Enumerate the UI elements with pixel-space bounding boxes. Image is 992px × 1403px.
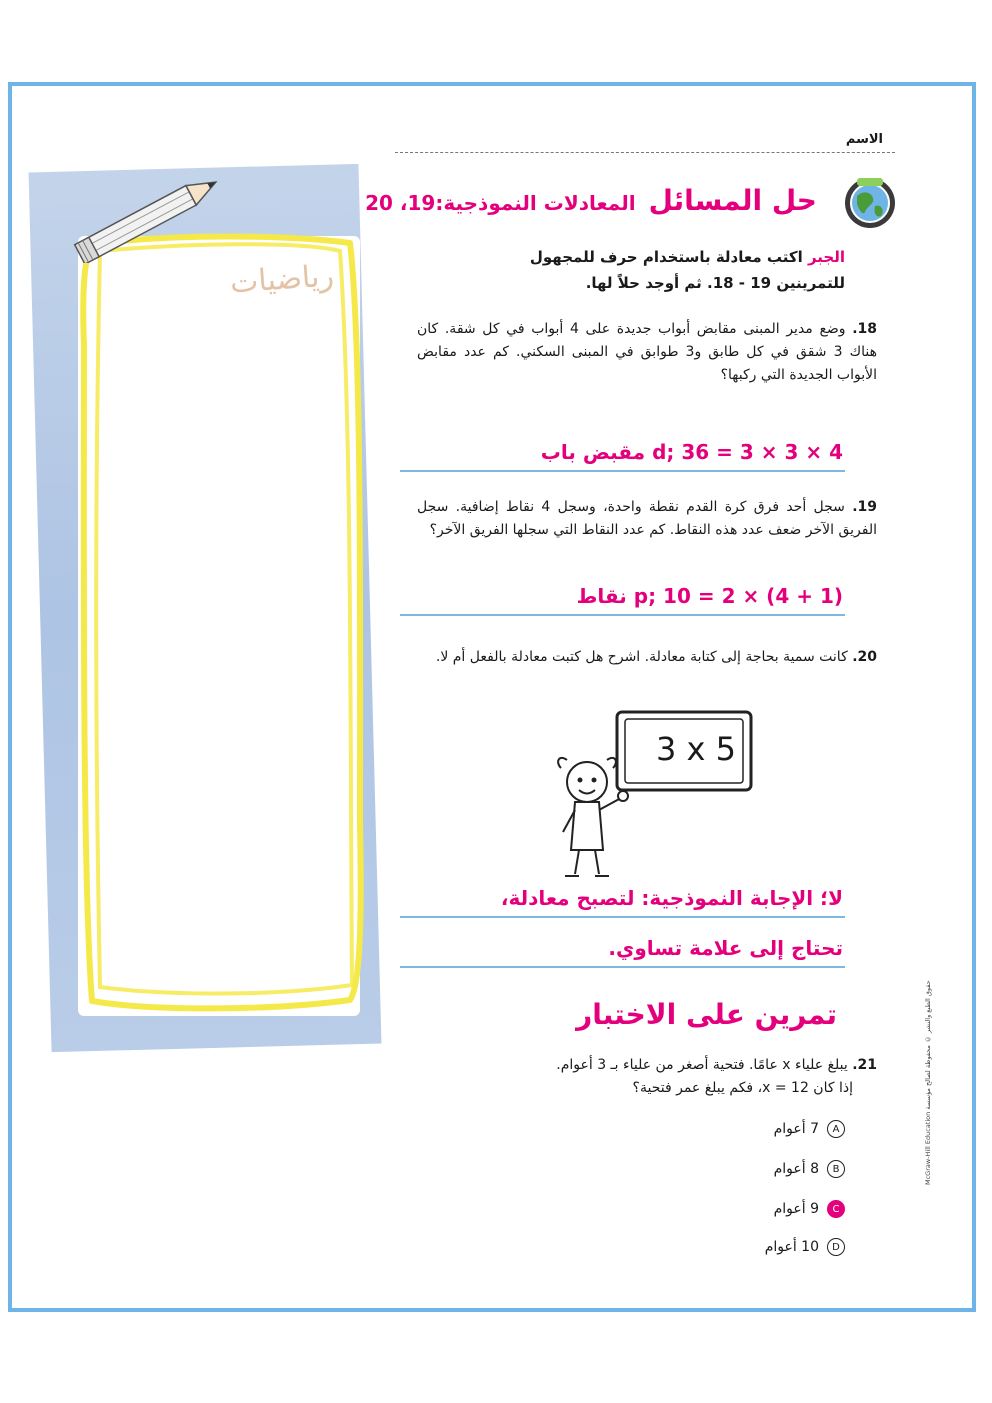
problem-20 xyxy=(417,646,877,669)
title-sub: المعادلات النموذجية:19، 20 xyxy=(365,191,636,215)
problem-text: سجل أحد فرق كرة القدم نقطة واحدة، وسجل 4 نقاط إضافية. سجل الفريق الآخر ضعف عدد هذه النقاط. كم عدد النقاط التي سجلها الفريق الآخر؟ xyxy=(417,499,877,538)
name-field[interactable] xyxy=(395,130,895,153)
test-practice-title: تمرين على الاختبار xyxy=(576,998,837,1031)
algebra-keyword: الجبر xyxy=(807,248,845,266)
name-label: الاسم xyxy=(845,132,883,147)
answer-19: (1 + 4) × 2 = p; 10 نقاط xyxy=(576,584,843,608)
title-main: حل المسائل xyxy=(648,184,817,217)
choice-text: 9 أعوام xyxy=(773,1201,819,1217)
highlighter-frame xyxy=(70,225,370,1025)
choice-b[interactable] xyxy=(774,1160,845,1178)
problem-text: وضع مدير المبنى مقابض أبواب جديدة على 4 أبواب في كل شقة. كان هناك 3 شقق في كل طابق و3 طوابق في المبنى السكني. كم عدد مقابض الأبواب الجديدة التي ركبها؟ xyxy=(417,321,877,383)
algebra-instructions xyxy=(405,244,845,296)
choice-bubble[interactable]: A xyxy=(827,1120,845,1138)
answer-20-line-1: لا؛ الإجابة النموذجية: لتصبح معادلة، xyxy=(500,886,843,910)
copyright-text: حقوق الطبع والنشر © محفوظة لصالح مؤسسة McGraw-Hill Education xyxy=(924,980,932,1185)
problem-19 xyxy=(417,496,877,542)
problem-number: 18. xyxy=(852,321,878,337)
choice-a[interactable] xyxy=(774,1120,845,1138)
choice-text: 8 أعوام xyxy=(773,1161,819,1177)
problem-number: 20. xyxy=(852,649,877,665)
problem-number: 21. xyxy=(852,1057,877,1073)
globe-icon xyxy=(843,176,897,230)
choice-bubble[interactable]: B xyxy=(827,1160,845,1178)
question-line-1: يبلغ علياء x عامًا. فتحية أصغر من علياء بـ 3 أعوام. xyxy=(556,1057,848,1073)
side-stamp: رياضيات xyxy=(228,258,335,301)
intro-line-1: اكتب معادلة باستخدام حرف للمجهول xyxy=(529,248,803,266)
problem-18 xyxy=(417,318,877,387)
choice-text: 10 أعوام xyxy=(764,1239,819,1255)
answer-20-line-2: تحتاج إلى علامة تساوي. xyxy=(608,936,843,960)
answer-18: 4 × 3 × 3 = d; 36 مقبض باب xyxy=(540,440,843,464)
choice-c[interactable] xyxy=(774,1200,845,1218)
answer-line-19 xyxy=(400,614,845,616)
choice-bubble-selected[interactable]: C xyxy=(827,1200,845,1218)
problem-21 xyxy=(417,1054,877,1100)
question-line-2: إذا كان 12 = x، فكم يبلغ عمر فتحية؟ xyxy=(632,1080,853,1096)
problem-number: 19. xyxy=(852,499,878,515)
board-text: 3 x 5 xyxy=(656,730,736,768)
problem-text: كانت سمية بحاجة إلى كتابة معادلة. اشرح هل كتبت معادلة بالفعل أم لا. xyxy=(435,649,848,665)
choice-text: 7 أعوام xyxy=(773,1121,819,1137)
section-title xyxy=(365,184,817,217)
answer-line-20a xyxy=(400,916,845,918)
answer-line-20b xyxy=(400,966,845,968)
pencil-icon xyxy=(62,168,237,263)
choice-d[interactable] xyxy=(765,1238,845,1256)
answer-line-18 xyxy=(400,470,845,472)
intro-line-2: للتمرينين 19 - 18. ثم أوجد حلاً لها. xyxy=(585,274,845,292)
choice-bubble[interactable]: D xyxy=(827,1238,845,1256)
